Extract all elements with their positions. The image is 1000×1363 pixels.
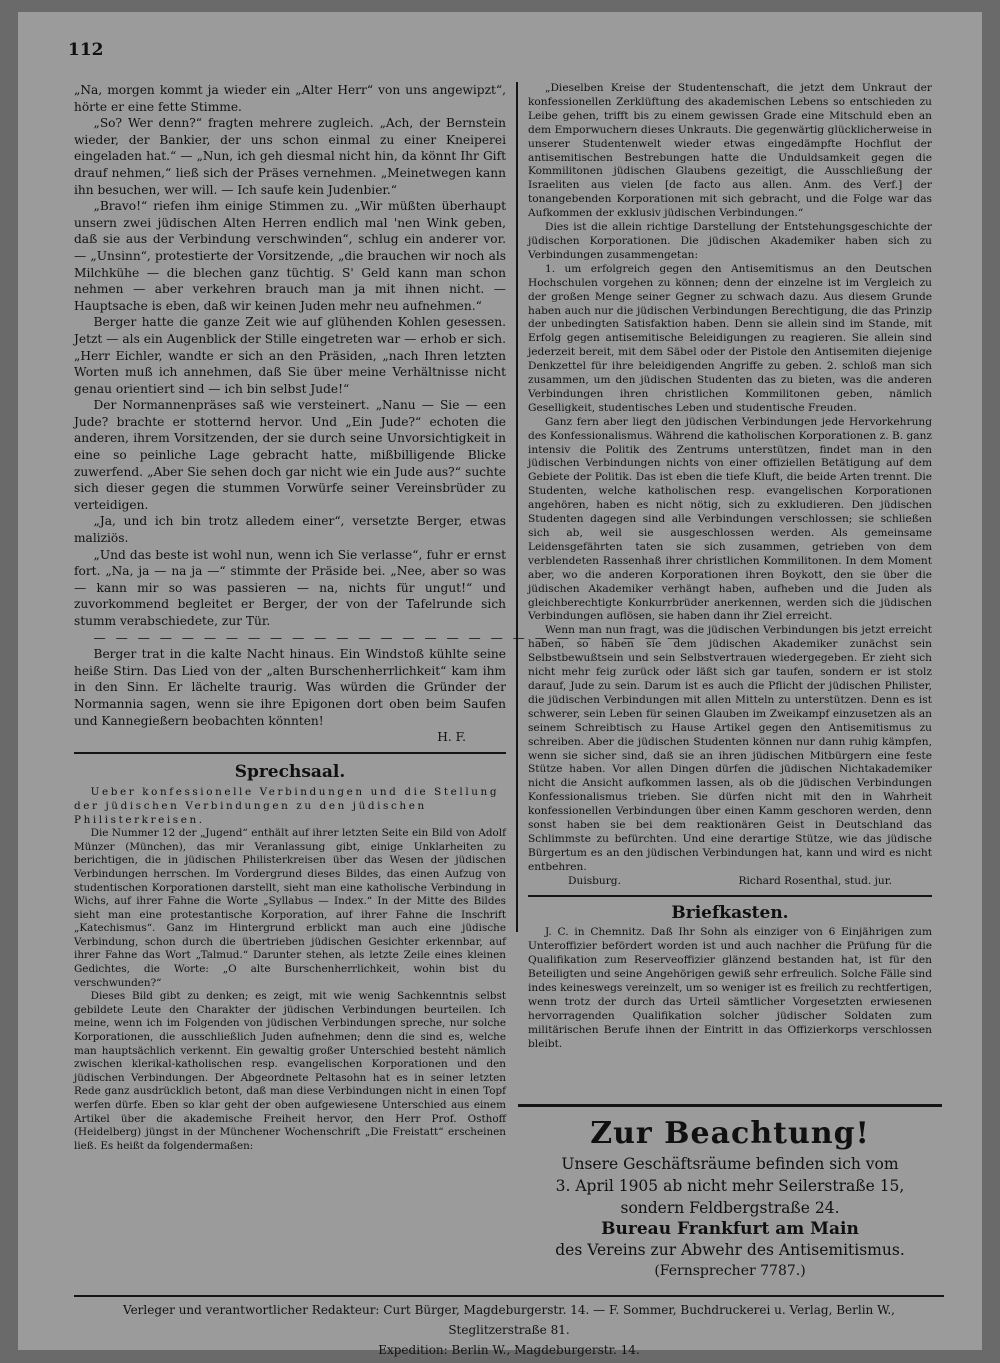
footer-publisher: Verleger und verantwortlicher Redakteur: Curt Bürger, Magdeburgerstr. 14. — F. Sommer, Buchdruckerei u. Verlag, Berlin W., Steglitzerstraße 81. bbox=[123, 1303, 895, 1337]
notice-line: sondern Feldbergstraße 24. bbox=[620, 1199, 840, 1217]
briefkasten-paragraph: J. C. in Chemnitz. Daß Ihr Sohn als einziger von 6 Einjährigen zum Unteroffizier befördert worden ist und auch nachher die Prüfung für die Qualifikation zum Reserveoffizier glänzend bestanden hat, ist für den Beteiligten und seine Angehörigen gewiß sehr erfreulich. Solche Fälle sind indes keineswegs vereinzelt, um so weniger ist es freilich zu rechtfertigen, wenn trotz der durch das Urteil sämtlicher Vorgesetzten erwiesenen hervorragenden Qualifikation solcher jüdischer Soldaten zum militärischen Berufe ihnen der Eintritt in das Offizierkorps verschlossen bleibt. bbox=[528, 926, 932, 1050]
notice-organization-line: des Vereins zur Abwehr des Antisemitismus. bbox=[555, 1241, 905, 1259]
newspaper-page bbox=[18, 12, 982, 1357]
section-heading: Sprechsaal. bbox=[234, 761, 346, 782]
signature-place: Duisburg. bbox=[568, 874, 621, 887]
briefkasten-heading: Briefkasten. bbox=[671, 902, 789, 923]
story-paragraph: Berger trat in die kalte Nacht hinaus. Ein Windstoß kühlte seine heiße Stirn. Das Lied von der „alten Burschenherrlichkeit“ kam ihm in den Sinn. Er lächelte traurig. Was würden die Gründer der Normannia sagen, wenn sie ihre Epigonen dort oben beim Saufen und Kannegießern beobachten könnten! bbox=[74, 647, 506, 728]
notice-organization: Bureau Frankfurt am Main bbox=[601, 1219, 859, 1239]
dash-separator: — — — — — — — — — — — — — — — — — — — — — — — — — — — bbox=[93, 630, 683, 645]
section-paragraph: Die Nummer 12 der „Jugend“ enthält auf ihrer letzten Seite ein Bild von Adolf Münzer (München), das mir Veranlassung gibt, einige Unklarheiten zu berichtigen, die in jüdischen Philisterkreisen über das Wesen der jüdischen Verbindungen herrschen. Im Vordergrund dieses Bildes, das einen Aufzug von studentischen Korporationen darstellt, sieht man eine katholische Verbindung in Wichs, auf ihrer Fahne die Worte „Syllabus — Index.“ In der Mitte des Bildes sieht man eine protestantische Korporation, auf ihrer Fahne die Inschrift „Katechismus“. Ganz im Hintergrund erblickt man auch eine jüdische Verbindung, schon durch die übertrieben jüdischen Gesichter erkennbar, auf ihrer Fahne das Wort „Talmud.“ Darunter stehen, als letzte Zeile eines kleinen Gedichtes, die Worte: „O alte Burschenherrlichkeit, wohin bist du verschwunden?“ bbox=[74, 827, 506, 989]
article-signature bbox=[528, 875, 932, 889]
footer-rule bbox=[74, 1295, 944, 1297]
page-number: 112 bbox=[68, 40, 104, 60]
article-paragraph: 1. um erfolgreich gegen den Antisemitismus an den Deutschen Hochschulen vorgehen zu können; denn der einzelne ist im Vergleich zu der großen Menge seiner Gegner zu schwach dazu. Aus diesem Grunde haben auch nur die jüdischen Verbindungen Berechtigung, die das Prinzip der unbedingten Satisfaktion haben. Denn sie allein sind im Stande, mit Erfolg gegen antisemitische Beleidigungen zu reagieren. Sie allein sind jederzeit bereit, mit dem Säbel oder der Pistole den Antisemiten diejenige Denkzettel für ihre beleidigenden Angriffe zu geben. 2. schloß man sich zusammen, um den jüdischen Studenten das zu bieten, was die anderen Verbindungen ihren christlichen Kommilitonen geben, nämlich Geselligkeit, studentisches Leben und studentische Freuden. bbox=[528, 262, 932, 414]
article-paragraph: Dies ist die allein richtige Darstellung der Entstehungsgeschichte der jüdischen Korporationen. Die jüdischen Akademiker haben sich zu Verbindungen zusammengetan: bbox=[528, 221, 932, 261]
notice-box bbox=[528, 1110, 932, 1279]
column-divider bbox=[516, 82, 518, 932]
notice-line: Unsere Geschäftsräume befinden sich vom bbox=[561, 1155, 899, 1173]
footer bbox=[74, 1300, 944, 1360]
section-subtitle: Ueber konfessionelle Verbindungen und die Stellung der jüdischen Verbindungen zu den jüdischen Philisterkreisen. bbox=[74, 786, 500, 826]
article-paragraph: Wenn man nun fragt, was die jüdischen Verbindungen bis jetzt erreicht haben, so haben sie dem jüdischen Akademiker zunächst sein Selbstbewußtsein und sein Selbstvertrauen wiedergegeben. Er zieht sich nicht mehr feig zurück oder läßt sich gar taufen, sondern er ist stolz darauf, Jude zu sein. Darum ist es auch die Pflicht der jüdischen Philister, die jüdischen Verbindungen mit allen Mitteln zu unterstützen. Denn es ist schwerer, sein Leben für seinen Glauben im Zweikampf einzusetzen als an seinem Schreibtisch zu Hause Artikel gegen den Antisemitismus zu schreiben. Aber die jüdischen Studenten können nur dann ruhig kämpfen, wenn sie sicher sind, daß sie an ihren jüdischen Mitbürgern eine feste Stütze haben. Vor allen Dingen dürfen die jüdischen Nichtakademiker nicht die Ansicht aufkommen lassen, als ob die jüdischen Verbindungen Konfessionalismus trieben. Sie dürfen nicht mit den in Wahrheit konfessionellen Verbindungen über einen Kamm geschoren werden, denn sonst haben sie bei dem reaktionären Geist in Deutschland das Schlimmste zu befürchten. Und eine derartige Stütze, wie das jüdische Bürgertum es an den jüdischen Verbindungen hat, kann und wird es nicht entbehren. bbox=[528, 624, 932, 873]
section-rule bbox=[528, 895, 932, 897]
section-rule bbox=[74, 752, 506, 754]
story-paragraph: „Und das beste ist wohl nun, wenn ich Sie verlasse“, fuhr er ernst fort. „Na, ja — na ja —“ stimmte der Präside bei. „Nee, aber so was — kann mir so was passieren — na, nichts für ungut!“ und zuvorkommend begleitet er Berger, der von der Tafelrunde sich stumm verabschiedete, zur Tür. bbox=[74, 547, 506, 628]
article-paragraph: „Dieselben Kreise der Studentenschaft, die jetzt dem Unkraut der konfessionellen Zerklüftung des akademischen Lebens so entschieden zu Leibe gehen, trifft bis zu einem gewissen Grade eine Mitschuld eben an dem Emporwuchern dieses Unkrauts. Die gegenwärtig glücklicherweise in unserer Studentenwelt wieder etwas eingedämpfte Hochflut der antisemitischen Bestrebungen hatte die Unduldsamkeit gegen die Kommilitonen jüdischen Glaubens gezeitigt, die Ausschließung der Israeliten aus vielen [de facto aus allen. Anm. des Verf.] der tonangebenden Korporationen mit sich gebracht, und die Folge war das Aufkommen der exklusiv jüdischen Verbindungen.“ bbox=[528, 82, 932, 220]
section-paragraph: Dieses Bild gibt zu denken; es zeigt, mit wie wenig Sachkenntnis selbst gebildete Leute den Charakter der jüdischen Verbindungen beurteilen. Ich meine, wenn ich im Folgenden von jüdischen Verbindungen spreche, nur solche Korporationen, die ausschließlich Juden aufnehmen; denn die sind es, welche man hauptsächlich verkennt. Ein gewaltig großer Unterschied besteht nämlich zwischen klerikal-katholischen resp. evangelischen Korporationen und den jüdischen Verbindungen. Der Abgeordnete Peltasohn hat es in seiner letzten Rede ganz ausdrücklich betont, daß man diese Verbindungen nicht in einen Topf werfen dürfe. Eben so klar geht der oben aufgewiesene Unterschied aus einem Artikel über die akademische Freiheit hervor, den Herr Prof. Osthoff (Heidelberg) jüngst in der Münchener Wochenschrift „Die Freistatt“ erscheinen ließ. Es heißt da folgendermaßen: bbox=[74, 990, 506, 1152]
notice-line: 3. April 1905 ab nicht mehr Seilerstraße 15, bbox=[555, 1177, 905, 1195]
story-signature: H. F. bbox=[437, 730, 466, 745]
notice-top-rule bbox=[518, 1104, 942, 1107]
story-paragraph: Berger hatte die ganze Zeit wie auf glühenden Kohlen gesessen. Jetzt — als ein Augenblick der Stille eingetreten war — erhob er sich. „Herr Eichler, wandte er sich an den Präsiden, „nach Ihren letzten Worten muß ich annehmen, daß Sie über meine Verhältnisse nicht genau orientiert sind — ich bin selbst Jude!“ bbox=[74, 315, 506, 396]
notice-title: Zur Beachtung! bbox=[590, 1116, 870, 1151]
story-paragraph: „So? Wer denn?“ fragten mehrere zugleich. „Ach, der Bernstein wieder, der Bankier, der uns schon einmal zu einer Kneiperei eingeladen hat.“ — „Nun, ich geh diesmal nicht hin, da könnt Ihr Gift drauf nehmen,“ ließ sich der Präses vernehmen. „Meinetwegen kann ihn besuchen, wer will. — Ich saufe kein Judenbier.“ bbox=[74, 116, 506, 197]
story-paragraph: „Ja, und ich bin trotz alledem einer“, versetzte Berger, etwas maliziös. bbox=[74, 514, 506, 546]
right-column bbox=[528, 82, 932, 1052]
story-paragraph: Der Normannenpräses saß wie versteinert. „Nanu — Sie — een Jude? brachte er stotternd hervor. Und „Ein Jude?“ echoten die anderen, ihrem Vorsitzenden, der sie durch seine Unvorsichtigkeit in eine so peinliche Lage gebracht hatte, mißbilligende Blicke zuwerfend. „Aber Sie sehen doch gar nicht wie ein Jude aus?“ suchte sich dieser gegen die stummen Vorwürfe seiner Vereinsbrüder zu verteidigen. bbox=[74, 398, 506, 512]
notice-phone: (Fernsprecher 7787.) bbox=[654, 1263, 806, 1279]
story-paragraph: „Bravo!“ riefen ihm einige Stimmen zu. „Wir müßten überhaupt unsern zwei jüdischen Alten Herren endlich mal 'nen Wink geben, daß sie aus der Verbindung verschwinden“, schlug ein anderer vor. — „Unsinn“, protestierte der Vorsitzende, „die brauchen wir noch als Milchkühe — die blechen ganz tüchtig. S' Geld kann man schon nehmen — aber verkehren brauch man ja mit ihnen nicht. — Hauptsache is eben, daß wir keinen Juden mehr neu aufnehmen.“ bbox=[74, 199, 506, 313]
story-paragraph: „Na, morgen kommt ja wieder ein „Alter Herr“ von uns angewipzt“, hörte er eine fette Stimme. bbox=[74, 83, 506, 114]
signature-name: Richard Rosenthal, stud. jur. bbox=[738, 874, 892, 887]
footer-expedition: Expedition: Berlin W., Magdeburgerstr. 14. bbox=[378, 1343, 640, 1357]
article-paragraph: Ganz fern aber liegt den jüdischen Verbindungen jede Hervorkehrung des Konfessionalismus. Während die katholischen Korporationen z. B. ganz intensiv die Politik des Zentrums unterstützen, findet man in den jüdischen Verbindungen nichts von einer offiziellen Betätigung auf dem Gebiete der Politik. Das ist eben die tiefe Kluft, die beide Arten trennt. Die Studenten, welche katholischen resp. evangelischen Korporationen angehören, haben es nicht nötig, sich zu exkludieren. Den jüdischen Studenten dagegen sind alle Verbindungen verschlossen; sie schließen sich ab, weil sie ausgeschlossen werden. Als gemeinsame Leidensgefährten taten sie sich zusammen, getrieben von dem verblendeten Rassenhaß ihrer christlichen Kommilitonen. In dem Moment aber, wo die anderen Korporationen ihren Boykott, den sie über die jüdischen Akademiker verhängt haben, aufheben und die Juden als gleichberechtigte Konkurrbrüder anerkennen, werden sich die jüdischen Verbindungen auflösen, sie haben dann ihr Ziel erreicht. bbox=[528, 415, 932, 623]
